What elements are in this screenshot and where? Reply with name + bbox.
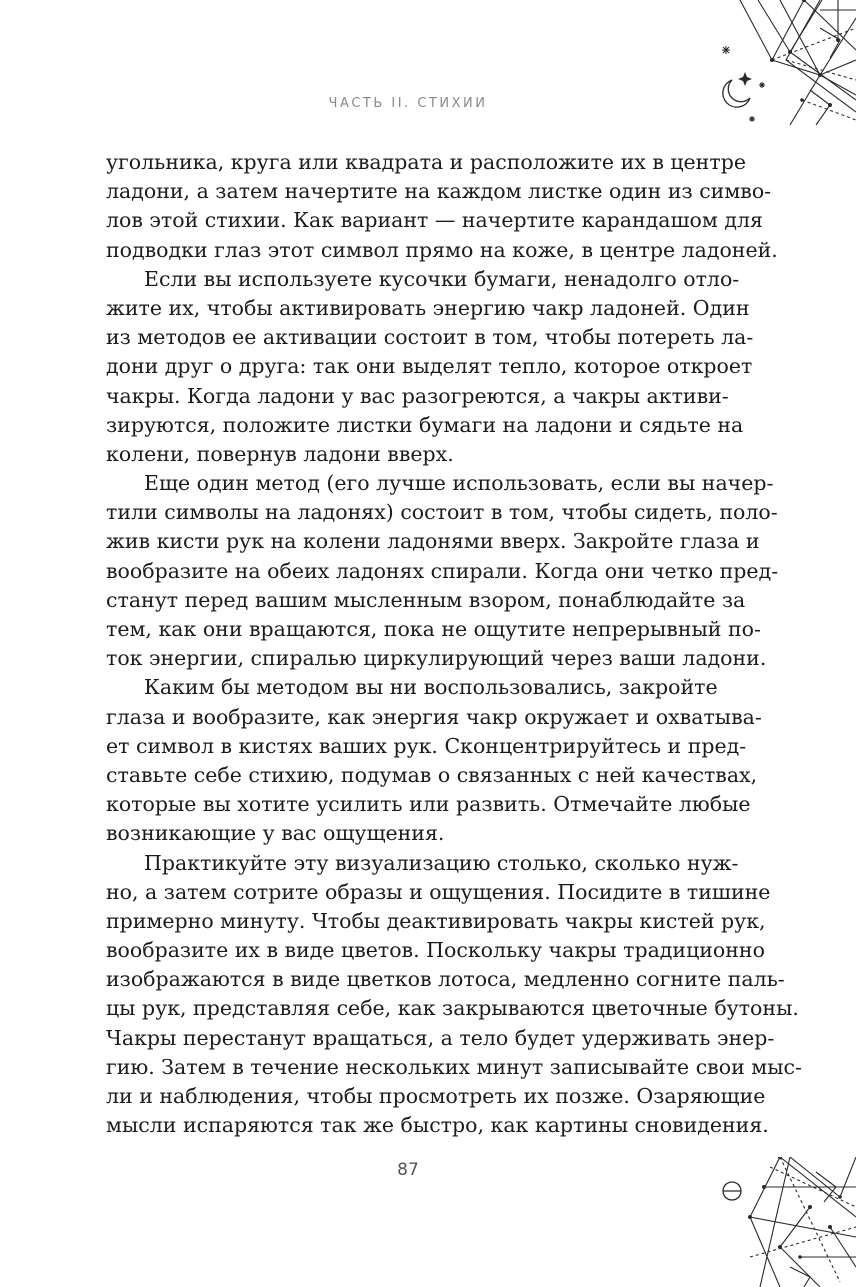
text-line: лов этой стихии. Как вариант — начертите карандашом для — [106, 208, 763, 233]
text-line: возникающие у вас ощущения. — [106, 821, 445, 846]
text-line: цы рук, представляя себе, как закрываются цветочные бутоны. — [106, 996, 799, 1021]
geometric-ornament-icon — [720, 0, 856, 130]
text-line: подводки глаз этот символ прямо на коже, в центре ладоней. — [106, 237, 778, 262]
text-line: Чакры перестанут вращаться, а тело будет удерживать энер- — [106, 1025, 775, 1050]
text-line: станут перед вашим мысленным взором, понаблюдайте за — [106, 587, 746, 612]
text-line: дони друг о друга: так они выделят тепло, которое откроет — [106, 354, 753, 379]
text-line: примерно минуту. Чтобы деактивировать чакры кистей рук, — [106, 908, 766, 933]
geometric-lines — [740, 0, 856, 125]
text-line: ет символ в кистях ваших рук. Сконцентрируйтесь и пред- — [106, 733, 747, 758]
text-line: вообразите их в виде цветов. Поскольку чакры традиционно — [106, 938, 765, 963]
earth-symbol-icon — [723, 1182, 741, 1200]
text-line: чакры. Когда ладони у вас разогреются, а чакры активи- — [106, 383, 729, 408]
text-line: ли и наблюдения, чтобы просмотреть их позже. Озаряющие — [106, 1084, 766, 1108]
dot-nodes — [770, 0, 840, 107]
body-text — [106, 148, 802, 1140]
text-line: ладони, а затем начертите на каждом листке один из симво- — [106, 179, 772, 204]
text-line: тем, как они вращаются, пока не ощутите непрерывный по- — [106, 617, 761, 641]
page-number: 87 — [397, 1160, 419, 1180]
text-line: вообразите на обеих ладонях спирали. Когда они четко пред- — [106, 558, 779, 583]
geometric-lines — [750, 1157, 856, 1287]
text-line: которые вы хотите усилить или развить. Отмечайте любые — [106, 792, 751, 817]
paragraph-first-line: Если вы используете кусочки бумаги, ненадолго отло- — [144, 266, 740, 291]
text-line: изображаются в виде цветков лотоса, медленно согните паль- — [106, 967, 785, 992]
paragraph-first-line: Еще один метод (его лучше использовать, если вы начер- — [144, 471, 774, 496]
text-line: из методов ее активации состоит в том, чтобы потереть ла- — [106, 325, 754, 350]
text-line: жите их, чтобы активировать энергию чакр ладоней. Один — [106, 295, 750, 320]
text-line: тили символы на ладонях) состоит в том, чтобы сидеть, поло- — [106, 500, 778, 525]
text-line: ток энергии, спиралью циркулирующий через ваши ладони. — [106, 646, 767, 671]
text-line: гию. Затем в течение нескольких минут записывайте свои мыс- — [106, 1054, 802, 1079]
text-line: но, а затем сотрите образы и ощущения. Посидите в тишине — [106, 879, 771, 904]
text-line: глаза и вообразите, как энергия чакр окружает и охватыва- — [106, 704, 762, 729]
dot-nodes — [748, 1157, 842, 1259]
text-line: ставьте себе стихию, подумав о связанных с ней качествах, — [106, 762, 758, 787]
text-line: жив кисти рук на колени ладонями вверх. Закройте глаза и — [106, 529, 760, 554]
text-line: колени, повернув ладони вверх. — [106, 441, 454, 466]
star-icon — [722, 46, 730, 54]
geometric-ornament-icon — [720, 1157, 856, 1287]
sparkle-icon — [738, 72, 765, 122]
paragraph-first-line: Каким бы методом вы ни воспользовались, закройте — [144, 675, 718, 700]
paragraph-first-line: Практикуйте эту визуализацию столько, сколько нуж- — [144, 850, 739, 875]
moon-icon — [723, 80, 750, 107]
text-line: мысли испаряются так же быстро, как картины сновидения. — [106, 1113, 769, 1138]
text-line: угольника, круга или квадрата и расположите их в центре — [106, 150, 746, 174]
text-line: зируются, положите листки бумаги на ладони и сядьте на — [106, 412, 744, 437]
running-header: ЧАСТЬ II. СТИХИИ — [328, 96, 488, 111]
